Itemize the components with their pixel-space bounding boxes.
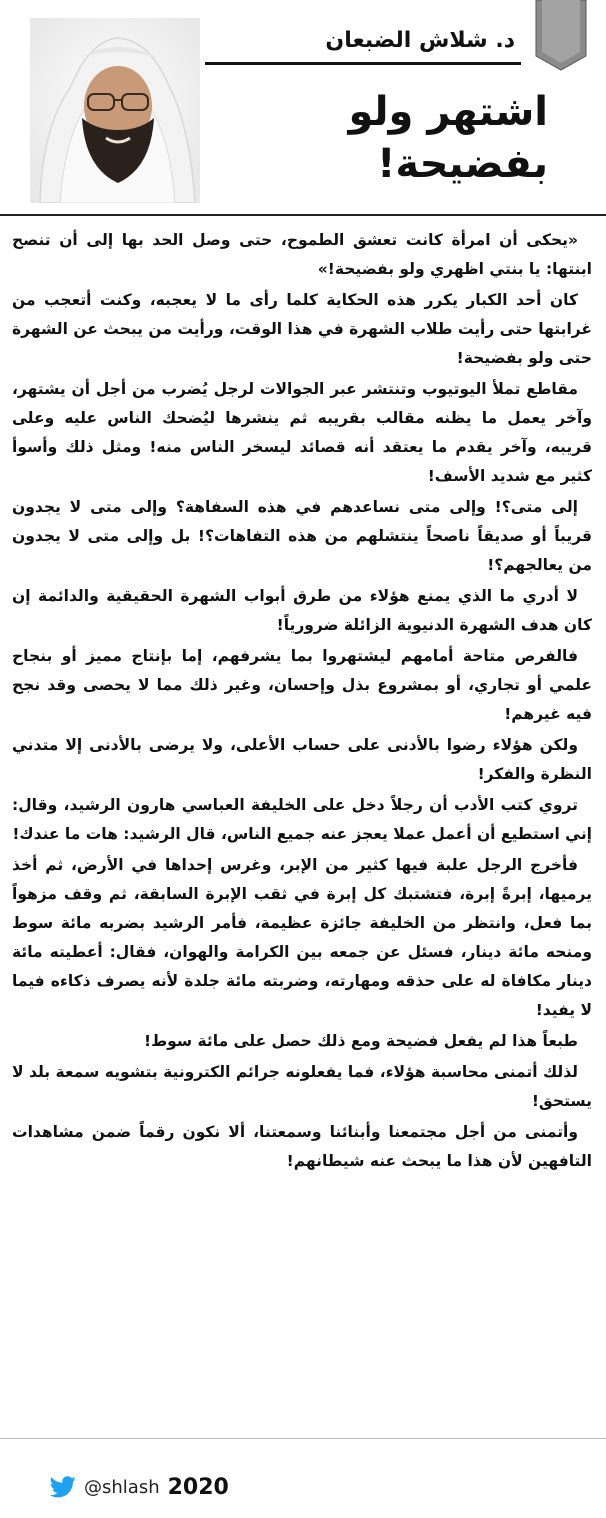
column-ribbon-icon [526,0,596,72]
article-paragraph: ولكن هؤلاء رضوا بالأدنى على حساب الأعلى، ولا يرضى بالأدنى إلا متدني النظرة والفكر! [12,736,592,783]
article-paragraph: وأتمنى من أجل مجتمعنا وأبنائنا وسمعتنا، ألا نكون رقماً ضمن مشاهدات التافهين لأن هذا ما يبحث عنه شيطانهم! [12,1123,592,1170]
column-header [0,0,606,212]
article-paragraph: لا أدري ما الذي يمنع هؤلاء من طرق أبواب الشهرة الحقيقية والدائمة إن كان هدف الشهرة الدنيوية الزائلة ضرورياً! [12,587,592,634]
article-title [218,86,548,190]
twitter-handle-number: 2020 [167,1474,229,1500]
article-paragraph: إلى متى؟! وإلى متى نساعدهم في هذه السفاهة؟ وإلى متى لا يجدون قريباً أو صديقاً ناصحاً ينتشلهم من هذه التفاهات؟! بل وإلى متى لا يجدون من يعالجهم؟! [12,498,592,574]
author-photo [30,18,200,203]
article-paragraph: طبعاً هذا لم يفعل فضيحة ومع ذلك حصل على مائة سوط! [144,1032,578,1050]
article-paragraph: فالفرص متاحة أمامهم ليشتهروا بما يشرفهم، إما بإنتاج مميز أو بنجاح علمي أو تجاري، أو بمشروع بذل وإحسان، وغير ذلك مما لا يحصى وقد نجح فيه غيرهم! [12,647,592,723]
article-paragraph: مقاطع تملأ اليوتيوب وتنتشر عبر الجوالات لرجل يُضرب من أجل أن يشتهر، وآخر يعمل ما يظنه مقالب بقريبه ثم ينشرها ليُضحك الناس عليه وعلى قريبه، وآخر يقدم ما يعتقد أنه قصائد ليسخر الناس منه! ومثل ذلك وأسوأ كثير مع شديد الأسف! [12,380,592,485]
article-paragraph: فأخرج الرجل علبة فيها كثير من الإبر، وغرس إحداها في الأرض، ثم أخذ يرميها، إبرةً إبرة، فتشتبك كل إبرة في ثقب الإبرة السابقة، ثم وقف مزهواً بما فعل، وانتظر من الخليفة جائزة عظيمة، فأمر الرشيد بضربه مائة سوط ومنحه مائة دينار، فسئل عن جمعه بين الكرامة والهوان، فقال: أعطيته مائة دينار مكافاة له على حذقه ومهارته، وضربته مائة جلدة لأنه يصرف ذكاءه فيما لا يفيد! [12,856,592,1019]
footer-divider [0,1438,606,1439]
author-portrait-illustration [30,18,200,203]
article-body [12,226,592,1178]
article-title-line-1: اشتهر ولو [348,89,548,135]
twitter-handle-text: @shlash [84,1476,160,1498]
twitter-handle[interactable] [50,1472,229,1502]
article-paragraph: كان أحد الكبار يكرر هذه الحكاية كلما رأى ما لا يعجبه، وكنت أتعجب من غرابتها حتى رأيت طلاب الشهرة في هذا الوقت، ورأيت من يبحث عن الشهرة حتى ولو بفضيحة! [12,291,592,367]
article-paragraph: «يحكى أن امرأة كانت تعشق الطموح، حتى وصل الحد بها إلى أن تنصح ابنتها: يا بنتي اظهري ولو بفضيحة!» [12,231,592,278]
author-bar [205,28,521,65]
article-title-line-2: بفضيحة! [377,141,548,187]
article-paragraph: تروي كتب الأدب أن رجلاً دخل على الخليفة العباسي هارون الرشيد، وقال: إني استطيع أن أعمل عملا يعجز عنه جميع الناس، قال الرشيد: هات ما عندك! [12,796,592,843]
header-divider [0,214,606,216]
article-paragraph: لذلك أتمنى محاسبة هؤلاء، فما يفعلونه جرائم الكترونية بتشويه سمعة بلد لا يستحق! [12,1063,592,1110]
twitter-bird-icon [50,1476,76,1498]
author-name: د. شلاش الضبعان [325,28,515,53]
